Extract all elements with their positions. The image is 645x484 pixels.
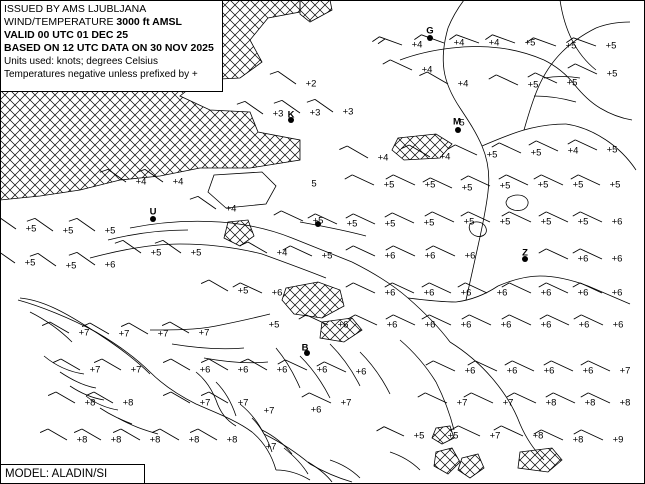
station-temperature: +7 [340,397,352,409]
station-temperature: +5 [62,225,74,237]
station-temperature: +8 [149,434,161,446]
station-temperature: +7 [198,327,210,339]
station-temperature: +7 [502,397,514,409]
station-temperature: +7 [118,328,130,340]
station-temperature: +8 [572,434,584,446]
station-temperature: +6 [506,365,518,377]
station-temperature: +8 [76,434,88,446]
station-temperature: +5 [383,179,395,191]
station-temperature: +5 [25,223,37,235]
station-temperature: +8 [110,434,122,446]
station-temperature: +5 [312,215,324,227]
station-temperature: +6 [611,253,623,265]
station-temperature: +6 [386,319,398,331]
validity-line: VALID 00 UTC 01 DEC 25 [4,29,129,41]
station-temperature: +6 [199,364,211,376]
station-temperature: +5 [424,179,436,191]
parameter-line [4,16,219,29]
station-temperature: +4 [172,176,184,188]
station-temperature: +5 [237,285,249,297]
station-temperature: +3 [342,106,354,118]
station-temperature: +6 [337,319,349,331]
temperature-note-line: Temperatures negative unless prefixed by + [4,69,198,80]
station-temperature: +5 [499,180,511,192]
station-temperature: +6 [578,319,590,331]
parameter-label: WIND/TEMPERATURE [4,16,117,28]
station-temperature: +6 [464,250,476,262]
station-temperature: +5 [537,179,549,191]
station-temperature: +6 [237,364,249,376]
station-temperature: +4 [135,176,147,188]
station-temperature: +3 [309,107,321,119]
station-temperature: +2 [305,78,317,90]
station-temperature: +6 [316,364,328,376]
station-temperature: +5 [268,319,280,331]
station-temperature: +4 [457,78,469,90]
station-temperature: +4 [411,39,423,51]
station-temperature: +5 [577,216,589,228]
station-temperature: +4 [453,37,465,49]
station-temperature: +8 [619,397,631,409]
station-temperature: +5 [527,79,539,91]
city-marker-label: M [453,116,461,128]
station-temperature: +5 [423,217,435,229]
station-temperature: +5 [447,430,459,442]
station-temperature: +6 [104,259,116,271]
station-temperature: +5 [566,77,578,89]
station-temperature: +5 [565,40,577,52]
station-temperature: +5 [605,40,617,52]
station-temperature: +4 [276,247,288,259]
level-label: 3000 ft AMSL [116,16,182,28]
station-temperature: 5 [459,117,465,129]
station-temperature: +6 [384,287,396,299]
station-temperature: +5 [463,216,475,228]
units-line: Units used: knots; degrees Celsius [4,56,158,67]
station-temperature: +7 [157,328,169,340]
station-temperature: +5 [530,147,542,159]
city-marker-label: B [301,342,309,354]
station-temperature: +5 [609,179,621,191]
station-temperature: +6 [577,253,589,265]
station-temperature: +8 [532,430,544,442]
city-marker-label: U [149,206,157,218]
station-temperature: +6 [577,287,589,299]
city-marker-label: K [287,109,295,121]
station-temperature: +6 [424,319,436,331]
station-temperature: +5 [606,68,618,80]
station-temperature: +8 [545,397,557,409]
city-marker-label: Z [522,247,528,259]
station-temperature: +6 [460,319,472,331]
station-temperature: +6 [424,250,436,262]
station-temperature: +6 [496,287,508,299]
station-temperature: +6 [582,365,594,377]
station-temperature: +6 [276,364,288,376]
station-temperature: +6 [611,287,623,299]
station-temperature: +5 [572,179,584,191]
model-footer [0,464,145,484]
station-temperature: +5 [65,260,77,272]
station-temperature: +6 [611,216,623,228]
station-temperature: +7 [456,397,468,409]
station-temperature: +5 [413,430,425,442]
station-temperature: +9 [612,434,624,446]
station-temperature: +7 [619,365,631,377]
station-temperature: +4 [567,145,579,157]
station-temperature: 5 [311,178,317,190]
station-temperature: +4 [488,37,500,49]
station-temperature: +3 [272,108,284,120]
station-temperature: +5 [499,216,511,228]
model-label: MODEL: ALADIN/SI [5,468,108,480]
station-temperature: +7 [263,405,275,417]
station-temperature: +5 [24,257,36,269]
station-temperature: +6 [464,365,476,377]
station-temperature: +8 [122,397,134,409]
station-temperature: +6 [355,366,367,378]
station-temperature: +5 [540,216,552,228]
station-temperature: +8 [226,434,238,446]
station-temperature: +8 [84,397,96,409]
station-temperature: +5 [486,149,498,161]
station-temperature: +5 [346,218,358,230]
station-temperature: +7 [489,430,501,442]
station-temperature: +4 [225,203,237,215]
station-temperature: +8 [188,434,200,446]
station-temperature: +8 [584,397,596,409]
station-temperature: +4 [377,152,389,164]
station-temperature: +6 [271,287,283,299]
station-temperature: +4 [439,151,451,163]
station-temperature: +4 [421,64,433,76]
city-marker-label: G [426,25,434,37]
station-temperature: +5 [461,182,473,194]
station-temperature: +6 [384,250,396,262]
station-temperature: +6 [543,365,555,377]
station-temperature: +5 [524,37,536,49]
chart-header [0,0,223,92]
station-temperature: +7 [237,397,249,409]
station-temperature: +5 [606,144,618,156]
station-temperature: +6 [540,287,552,299]
station-temperature: +5 [321,250,333,262]
station-temperature: +7 [199,397,211,409]
station-temperature: +7 [130,364,142,376]
station-temperature: +6 [500,319,512,331]
station-temperature: +5 [104,225,116,237]
basis-line: BASED ON 12 UTC DATA ON 30 NOV 2025 [4,42,214,54]
station-temperature: +5 [190,247,202,259]
station-temperature: +5 [150,247,162,259]
station-temperature: +6 [460,287,472,299]
station-temperature: +7 [89,364,101,376]
station-temperature: +7 [265,441,277,453]
station-temperature: +5 [384,218,396,230]
station-temperature: +6 [310,404,322,416]
issuer-line: ISSUED BY AMS LJUBLJANA [4,3,147,15]
station-temperature: +6 [423,287,435,299]
station-temperature: +6 [612,319,624,331]
station-temperature: +6 [540,319,552,331]
station-temperature: +7 [78,327,90,339]
